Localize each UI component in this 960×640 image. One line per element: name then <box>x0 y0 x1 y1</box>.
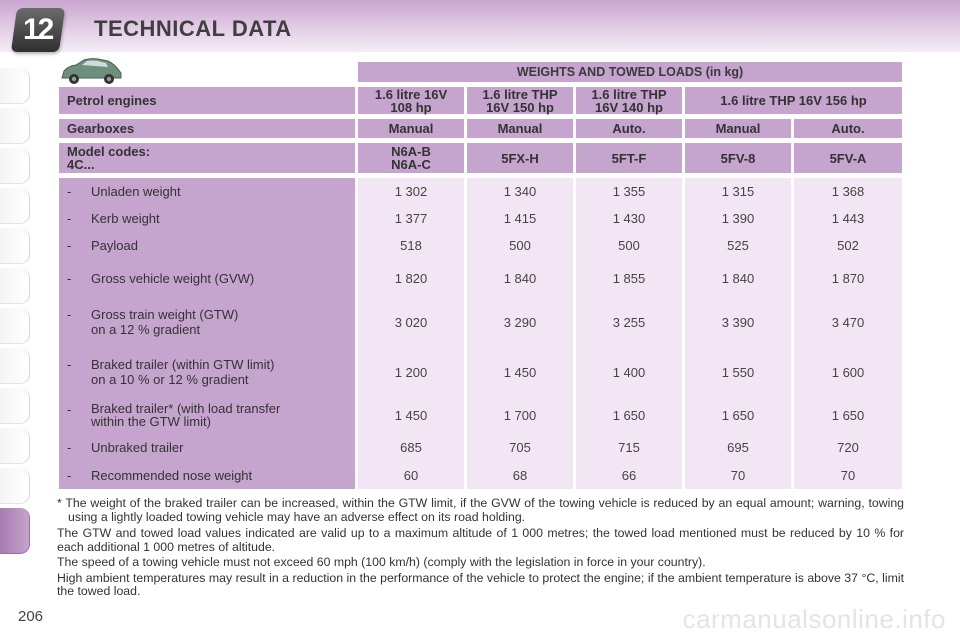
engine-4-line1: 1.6 litre THP 16V 156 hp <box>720 93 867 108</box>
value-cell: 1 400 <box>576 347 682 397</box>
row-label: - Kerb weight <box>59 205 355 232</box>
value-cell: 695 <box>685 433 791 461</box>
row-label-line1: Braked trailer* (with load transfer <box>91 401 281 416</box>
table-row <box>59 433 902 461</box>
value-cell: 1 390 <box>685 205 791 232</box>
engine-3-line2: 16V 140 hp <box>595 99 663 115</box>
value-cell: 1 870 <box>794 259 902 297</box>
value-cell: 1 415 <box>467 205 573 232</box>
value-cell: 1 355 <box>576 178 682 205</box>
side-tab-12-active[interactable] <box>0 508 30 554</box>
value-cell: 525 <box>685 232 791 259</box>
model-code-cell: 5FV-A <box>794 143 902 173</box>
value-cell: 3 255 <box>576 297 682 347</box>
gearbox-cell: Auto. <box>576 119 682 138</box>
value-cell: 500 <box>576 232 682 259</box>
side-tab-4[interactable] <box>0 188 30 224</box>
table-row <box>59 259 902 297</box>
speed-note: The speed of a towing vehicle must not exceed 60 mph (100 km/h) (comply with the legislation in force in your country). <box>57 555 706 569</box>
engine-header-1 <box>358 87 464 114</box>
value-cell: 1 443 <box>794 205 902 232</box>
value-cell: 1 820 <box>358 259 464 297</box>
row-label: - Braked trailer (within GTW limit) on a 10 % or 12 % gradient <box>59 347 355 397</box>
engine-2-line2: 16V 150 hp <box>486 99 554 115</box>
value-cell: 1 600 <box>794 347 902 397</box>
model-code-cell: 5FT-F <box>576 143 682 173</box>
value-cell: 1 450 <box>358 397 464 433</box>
value-cell: 1 200 <box>358 347 464 397</box>
value-cell: 3 390 <box>685 297 791 347</box>
engine-row-label: Petrol engines <box>59 87 355 114</box>
value-cell: 1 855 <box>576 259 682 297</box>
model-codes-label-line2: 4C... <box>67 157 95 172</box>
side-tab-3[interactable] <box>0 148 30 184</box>
side-tab-10[interactable] <box>0 428 30 464</box>
value-cell: 1 315 <box>685 178 791 205</box>
side-tab-2[interactable] <box>0 108 30 144</box>
chapter-side-tabs <box>0 60 34 580</box>
row-label: - Payload <box>59 232 355 259</box>
gearbox-cell: Auto. <box>794 119 902 138</box>
page-title: TECHNICAL DATA <box>94 16 292 41</box>
gearbox-cell: Manual <box>467 119 573 138</box>
value-cell: 518 <box>358 232 464 259</box>
value-cell: 1 450 <box>467 347 573 397</box>
value-cell: 1 377 <box>358 205 464 232</box>
value-cell: 715 <box>576 433 682 461</box>
value-cell: 1 302 <box>358 178 464 205</box>
row-label-text: Kerb weight <box>91 211 160 226</box>
table-row <box>59 178 902 205</box>
model-code-cell: 5FV-8 <box>685 143 791 173</box>
row-label-line1: Braked trailer (within GTW limit) <box>91 357 275 372</box>
value-cell: 1 430 <box>576 205 682 232</box>
value-cell: 70 <box>794 461 902 489</box>
table-row <box>59 297 902 347</box>
gearbox-cell: Manual <box>358 119 464 138</box>
row-label: - Unbraked trailer <box>59 433 355 461</box>
table-row <box>59 461 902 489</box>
value-cell: 1 340 <box>467 178 573 205</box>
model-codes-label-line1: Model codes: <box>67 144 151 159</box>
engine-header-4 <box>685 87 902 114</box>
model-code-cell <box>358 143 464 173</box>
engine-header-2 <box>467 87 573 114</box>
value-cell: 3 020 <box>358 297 464 347</box>
page-number: 206 <box>18 608 44 625</box>
value-cell: 70 <box>685 461 791 489</box>
engine-header-3 <box>576 87 682 114</box>
temperature-note: High ambient temperatures may result in a reduction in the performance of the vehicle to protect the engine; if the ambient temperature is above 37 °C, limit the towed load. <box>57 570 904 598</box>
chapter-number: 12 <box>23 13 53 46</box>
row-label: - Braked trailer* (with load transfer within the GTW limit) <box>59 397 355 433</box>
row-label-text: Unbraked trailer <box>91 439 184 455</box>
engine-2-line1: 1.6 litre THP <box>482 86 558 102</box>
value-cell: 705 <box>467 433 573 461</box>
footnote: * The weight of the braked trailer can be increased, within the GTW limit, if the GVW of the towing vehicle is reduced by an equal amount; warning, towing using a lightly loaded towing vehicle may have an adverse effect on its road holding. <box>57 496 904 524</box>
model-code-line1: N6A-B <box>391 144 431 159</box>
row-label: - Recommended nose weight <box>59 461 355 489</box>
value-cell: 1 840 <box>685 259 791 297</box>
model-codes-label <box>59 143 355 173</box>
side-tab-6[interactable] <box>0 268 30 304</box>
row-label-text <box>91 402 280 428</box>
value-cell: 685 <box>358 433 464 461</box>
value-cell: 502 <box>794 232 902 259</box>
gearbox-cell: Manual <box>685 119 791 138</box>
model-code-cell: 5FX-H <box>467 143 573 173</box>
side-tab-9[interactable] <box>0 388 30 424</box>
value-cell: 1 650 <box>576 397 682 433</box>
notes-section <box>57 497 904 601</box>
engine-3-line1: 1.6 litre THP <box>591 86 667 102</box>
row-label-text <box>91 307 238 337</box>
value-cell: 1 650 <box>794 397 902 433</box>
value-cell: 3 470 <box>794 297 902 347</box>
table-title: WEIGHTS AND TOWED LOADS (in kg) <box>358 62 902 82</box>
value-cell: 1 550 <box>685 347 791 397</box>
side-tab-5[interactable] <box>0 228 30 264</box>
value-cell: 68 <box>467 461 573 489</box>
side-tab-8[interactable] <box>0 348 30 384</box>
row-label-line2: on a 12 % gradient <box>91 322 201 337</box>
header-band <box>0 0 960 52</box>
table-row <box>59 205 902 232</box>
row-label-text <box>91 357 274 387</box>
side-tab-7[interactable] <box>0 308 30 344</box>
row-label-text: Gross vehicle weight (GVW) <box>91 270 255 286</box>
row-label-text: Recommended nose weight <box>91 467 253 483</box>
value-cell: 1 840 <box>467 259 573 297</box>
engine-1-line1: 1.6 litre 16V <box>374 86 448 102</box>
value-cell: 60 <box>358 461 464 489</box>
row-label-text: Payload <box>91 238 138 253</box>
row-label-line1: Gross train weight (GTW) <box>91 307 239 322</box>
value-cell: 1 368 <box>794 178 902 205</box>
table-row <box>59 397 902 433</box>
row-label: - Unladen weight <box>59 178 355 205</box>
value-cell: 1 650 <box>685 397 791 433</box>
row-label-line2: within the GTW limit) <box>91 414 211 429</box>
gearbox-row-label: Gearboxes <box>59 119 355 138</box>
side-tab-11[interactable] <box>0 468 30 504</box>
model-code-line2: N6A-C <box>391 157 431 172</box>
value-cell: 720 <box>794 433 902 461</box>
value-cell: 1 700 <box>467 397 573 433</box>
row-label-text: Unladen weight <box>91 184 181 199</box>
chapter-badge[interactable] <box>11 8 65 52</box>
value-cell: 3 290 <box>467 297 573 347</box>
side-tab-1[interactable] <box>0 68 30 104</box>
row-label-line2: on a 10 % or 12 % gradient <box>91 372 249 387</box>
table-row <box>59 232 902 259</box>
engine-1-line2: 108 hp <box>390 99 432 115</box>
altitude-note: The GTW and towed load values indicated are valid up to a maximum altitude of 1 000 metres; the towed load mentioned must be reduced by 10 % for each additional 1 000 metres of altitude. <box>57 526 904 554</box>
value-cell: 66 <box>576 461 682 489</box>
value-cell: 500 <box>467 232 573 259</box>
row-label: - Gross train weight (GTW) on a 12 % gradient <box>59 297 355 347</box>
watermark: carmanualsonline.info <box>682 604 946 634</box>
table-row <box>59 347 902 397</box>
weights-table <box>56 62 905 489</box>
row-label: - Gross vehicle weight (GVW) <box>59 259 355 297</box>
